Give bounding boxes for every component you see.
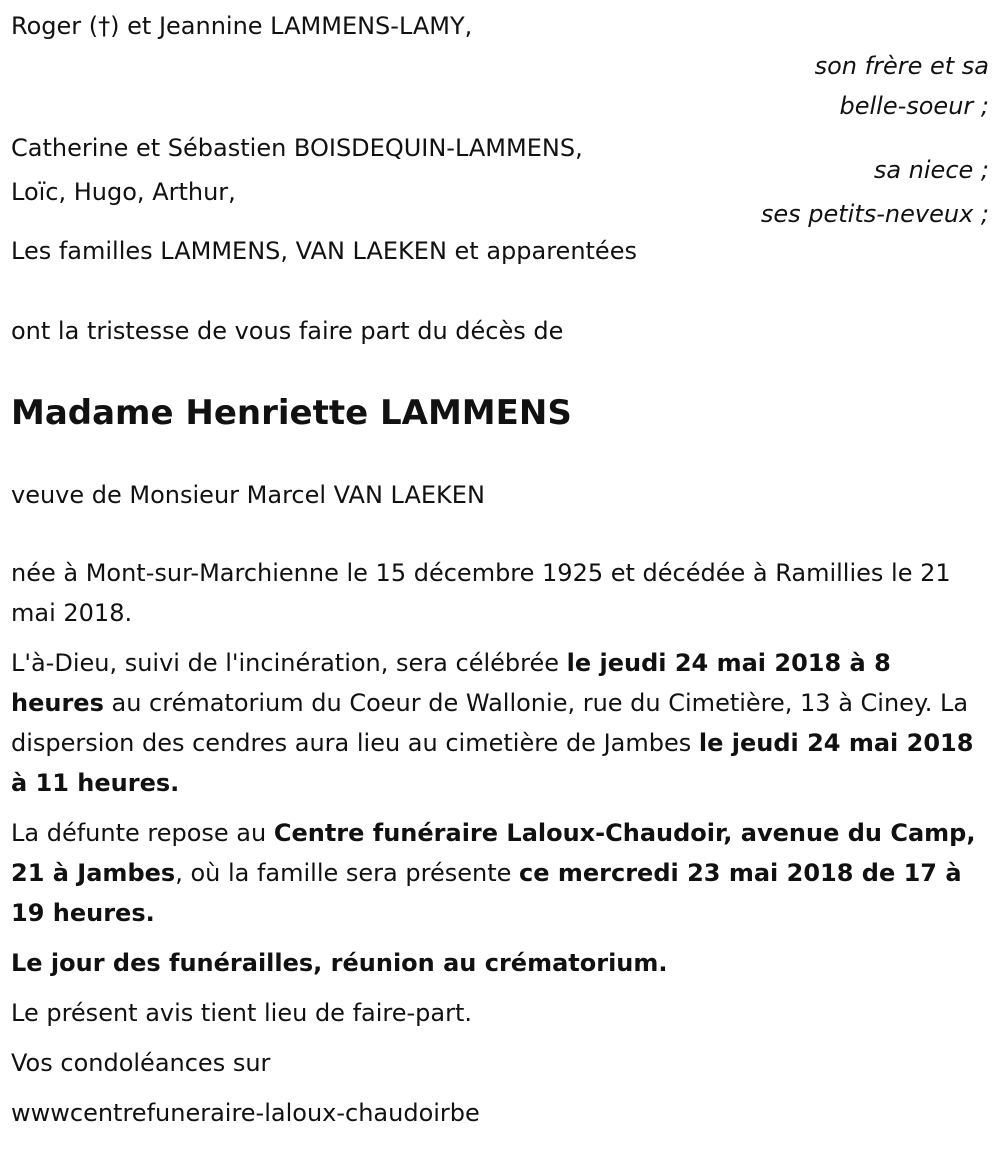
family-line-nephews: Loïc, Hugo, Arthur,: [11, 178, 236, 206]
ceremony-text-2: au crématorium du Coeur de Wallonie, rue du Cimetière, 13 à Ciney. La dispersion des cendres aura lieu au cimetière de Jambes: [11, 689, 969, 757]
website-link[interactable]: wwwcentrefuneraire-laloux-chaudoirbe: [11, 1099, 480, 1127]
family-line-siblings: Roger (†) et Jeannine LAMMENS-LAMY,: [11, 12, 473, 40]
birth-death-text: née à Mont-sur-Marchienne le 15 décembre 1925 et décédée à Ramillies le 21 mai 2018.: [11, 559, 951, 627]
ceremony-date-2: le jeudi 24 mai 2018 à 11 heures.: [11, 729, 974, 797]
rest-text-1: La défunte repose au: [11, 819, 274, 847]
condolences-label: Vos condoléances sur: [11, 1049, 271, 1077]
death-notice: [11, 6, 989, 1143]
ceremony-date-1: le jeudi 24 mai 2018 à 8 heures: [11, 649, 891, 717]
ceremony-text-1: L'à-Dieu, suivi de l'incinération, sera célébrée: [11, 649, 567, 677]
family-role-siblings-b: belle-soeur ;: [839, 92, 989, 120]
announcement-text: ont la tristesse de vous faire part du décès de: [11, 317, 564, 345]
visitation-time: ce mercredi 23 mai 2018 de 17 à 19 heures.: [11, 859, 962, 927]
rest-paragraph: [11, 813, 989, 933]
ceremony-paragraph: [11, 643, 989, 803]
rest-text-2: , où la famille sera présente: [175, 859, 520, 887]
deceased-name: Madame Henriette LAMMENS: [11, 393, 572, 433]
family-role-niece: sa niece ;: [873, 156, 989, 184]
funeral-day-bold: Le jour des funérailles, réunion au crématorium.: [11, 949, 668, 977]
family-line-niece: Catherine et Sébastien BOISDEQUIN-LAMMENS,: [11, 134, 583, 162]
family-role-siblings-a: son frère et sa: [814, 52, 989, 80]
funeral-day-text: [11, 943, 989, 983]
funeral-home-address: Centre funéraire Laloux-Chaudoir, avenue du Camp, 21 à Jambes: [11, 819, 976, 887]
family-line-families: Les familles LAMMENS, VAN LAEKEN et apparentées: [11, 237, 637, 265]
family-role-nephews: ses petits-neveux ;: [760, 200, 989, 228]
notice-text: Le présent avis tient lieu de faire-part.: [11, 999, 473, 1027]
widow-of-text: veuve de Monsieur Marcel VAN LAEKEN: [11, 481, 485, 509]
